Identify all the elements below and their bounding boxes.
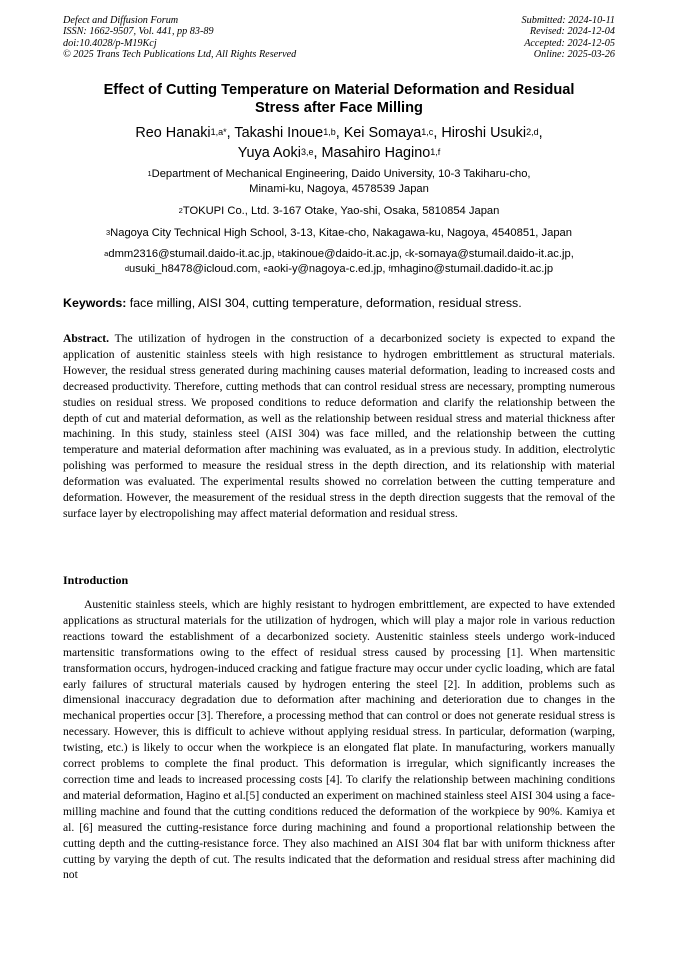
email-separator: , [271, 248, 278, 260]
journal-name: Defect and Diffusion Forum [63, 15, 179, 26]
abstract-text: The utilization of hydrogen in the construction of a decarbonized society is expected to expand the application of austenitic stainless steels with high resistance to hydrogen embrittlement as structural materials. However, the residual stress generated during machining causes material deformation, leading to increased costs and decreased productivity. Therefore, cutting methods that can control residual stress are necessary, prompting numerous studies on residual stress. We proposed conditions to reduce deformation and clarify the relationship between the depth of cut and material deformation, as well as the relationship between residual stress and material thickness after machining. In this study, stainless steel (AISI 304) was face milled, and the relationship between the cutting temperature and material deformation after machining was evaluated, as in a previous study. In addition, electrolytic polishing was performed to measure the residual stress in the depth direction, and its relationship with material deformation was evaluated. The experimental results showed no correlation between the cutting temperature and deformation. However, the measurement of the residual stress in the depth direction suggests that the removal of the surface layer by electropolishing may affect material deformation and residual stress. [63, 332, 615, 520]
email-mark: e [263, 263, 268, 273]
email-mark: f [388, 263, 391, 273]
affiliation-mark: 2 [178, 206, 183, 215]
author-affil-mark: 2,d [526, 127, 539, 137]
affiliation-text: Nagoya City Technical High School, 3-13, Kitae-cho, Nakagawa-ku, Nagoya, 4540851, Japan [110, 227, 573, 239]
affiliation-1 [63, 167, 615, 197]
email-mark: d [124, 263, 130, 273]
author-name: Yuya Aoki [237, 144, 301, 161]
affiliation-1-line-1 [63, 167, 615, 182]
keywords [63, 295, 615, 311]
author-separator: , [335, 125, 344, 141]
author-affil-mark: 3,e [300, 146, 314, 157]
email-link[interactable]: k-somaya@stumail.daido-it.ac.jp, [408, 248, 574, 260]
author-line-1 [63, 124, 615, 144]
author-line-2 [63, 144, 615, 164]
email-mark: b [277, 249, 282, 258]
email-mark: c [405, 249, 409, 258]
date-revised: Revised: 2024-12-04 [529, 26, 615, 38]
title-line-1: Effect of Cutting Temperature on Material Deformation and Residual [103, 82, 575, 98]
email-separator: , [398, 248, 406, 260]
affiliation-text: Department of Mechanical Engineering, Daido University, 10-3 Takiharu-cho, [151, 168, 531, 180]
email-link[interactable]: aoki-y@nagoya-c.ed.jp [267, 262, 383, 275]
dates-header [522, 15, 615, 60]
journal-header [63, 15, 296, 60]
author-separator: , [226, 125, 235, 141]
author-affil-mark: 1,a* [210, 127, 227, 137]
author-list [63, 124, 615, 163]
affiliation-text: TOKUPI Co., Ltd. 3-167 Otake, Yao-shi, Osaka, 5810854 Japan [182, 205, 500, 217]
author-separator: , [433, 125, 442, 141]
email-link[interactable]: mhagino@stumail.dadido-it.ac.jp [390, 262, 554, 275]
email-separator: , [382, 262, 389, 275]
keywords-text: face milling, AISI 304, cutting temperature, deformation, residual stress. [126, 296, 522, 310]
abstract [63, 331, 615, 522]
author-name: Hiroshi Usuki [441, 125, 527, 141]
author-separator: , [538, 125, 543, 141]
email-list [63, 247, 615, 277]
email-line-2 [63, 262, 615, 277]
author-affil-mark: 1,f [430, 146, 441, 157]
email-link[interactable]: takinoue@daido-it.ac.jp [281, 248, 399, 260]
affiliation-2 [63, 204, 615, 219]
email-separator: , [257, 262, 264, 275]
title-line-2: Stress after Face Milling [255, 99, 423, 116]
email-link[interactable]: dmm2316@stumail.daido-it.ac.jp [108, 248, 272, 260]
author-name: Takashi Inoue [234, 125, 324, 141]
paper-title [63, 82, 615, 117]
author-name: Reo Hanaki [135, 125, 211, 141]
email-mark: a [104, 249, 109, 258]
affiliation-1-line-2: Minami-ku, Nagoya, 4578539 Japan [249, 182, 429, 195]
abstract-label: Abstract. [63, 332, 110, 345]
date-accepted: Accepted: 2024-12-05 [524, 37, 615, 49]
author-affil-mark: 1,b [323, 127, 336, 137]
author-name: Masahiro Hagino [321, 144, 431, 161]
email-line-1 [63, 247, 615, 262]
introduction-paragraph: Austenitic stainless steels, which are highly resistant to hydrogen embrittlement, are expected to have extended applications as structural materials for the utilization of hydrogen, which will play a major role in various reduction reactions toward the establishment of a decarbonized society. Austenitic stainless steels undergo work-induced martensitic transformations owing to the effect of residual stress caused by processing [1]. When martensitic transformation occurs, hydrogen-induced cracking and fatigue fracture may occur under cyclic loading, which are fatal early failures of structural materials caused by hydrogen entering the steel [2]. In addition, problems such as dimensional inaccuracy degradation due to deformation after machining and deterioration due to changes in the mechanical properties occur [3]. Therefore, a processing method that can control or does not generate residual stress is necessary. However, this is difficult to achieve without applying residual stress. In particular, deformation (warping, twisting, etc.) is likely to occur when the workpiece is an elongated flat plate. In manufacturing, workers manually correct problems to complete the final product. This deformation is irregular, which significantly increases the correction time and leads to increased processing costs [4]. To clarify the relationship between machining conditions and material deformation, Hagino et al.[5] conducted an experiment on machined stainless steel AISI 304 using a face-milling machine and found that the cutting conditions reduced the deformation of the workpiece by 90%. Kamiya et al. [6] measured the cutting-resistance force during machining and found a proportional relationship between the cutting depth and the cutting-resistance force. They also machined an AISI 304 flat bar with uniform thickness after cutting by varying the depth of cut. The results indicated that the deformation and residual stress after machining did not [63, 598, 615, 882]
email-link[interactable]: usuki_h8478@icloud.com [129, 262, 258, 275]
affiliation-mark: 3 [105, 228, 111, 237]
keywords-label: Keywords: [63, 296, 127, 310]
journal-doi: doi:10.4028/p-M19Kcj [63, 37, 157, 49]
author-name: Kei Somaya [343, 125, 422, 141]
author-affil-mark: 1,c [421, 127, 434, 137]
author-separator: , [313, 144, 322, 161]
affiliation-3 [63, 226, 615, 241]
affiliation-mark: 1 [147, 169, 152, 178]
journal-issn: ISSN: 1662-9507, Vol. 441, pp 83-89 [63, 26, 214, 38]
journal-copyright: © 2025 Trans Tech Publications Ltd, All Rights Reserved [63, 48, 297, 60]
date-online: Online: 2025-03-26 [533, 48, 615, 60]
section-heading-introduction: Introduction [63, 573, 129, 587]
date-submitted: Submitted: 2024-10-11 [521, 15, 615, 26]
